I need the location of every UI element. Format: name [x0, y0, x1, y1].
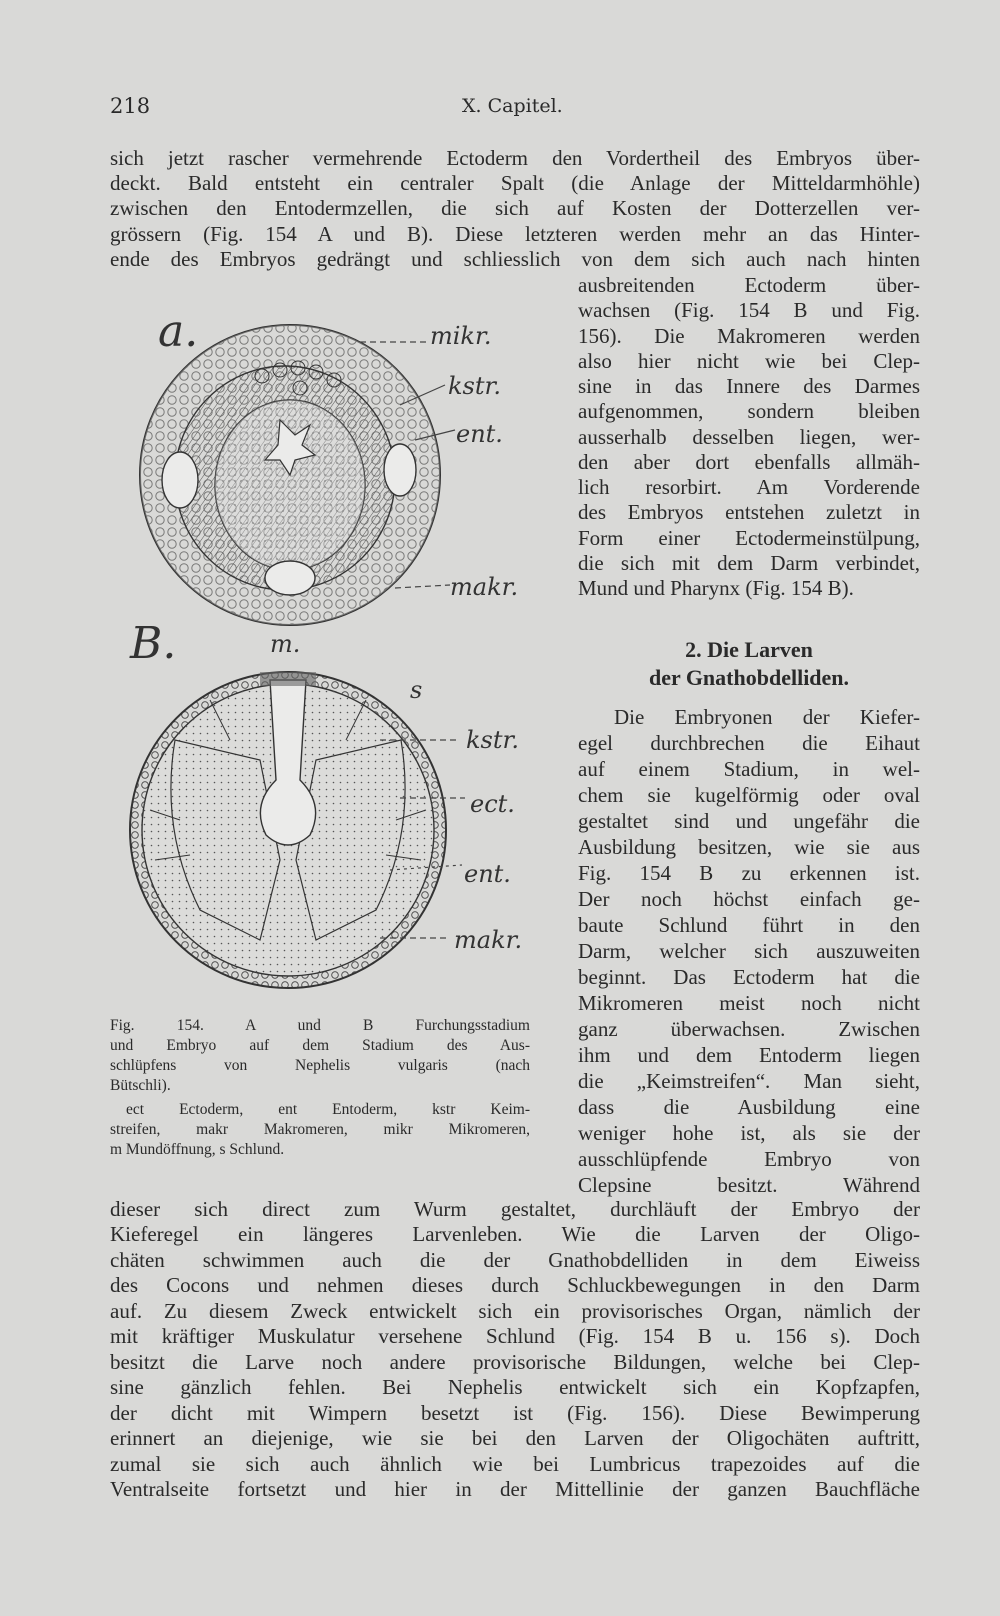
text-line: 156). Die Makromeren werden [578, 324, 920, 348]
annotation-ent-b: ent. [464, 860, 511, 888]
annotation-makr: makr. [450, 573, 519, 601]
text-line: Fig. 154 B zu erkennen ist. [578, 861, 920, 885]
annotation-m: m. [270, 630, 301, 658]
figure-label-a: a. [158, 306, 199, 357]
figure-caption: Fig. 154. A und B Furchungsstadium [110, 1017, 530, 1034]
annotation-kstr-b: kstr. [466, 726, 519, 754]
figure-b-leader-lines [380, 680, 490, 960]
text-line: chem sie kugelförmig oder oval [578, 783, 920, 807]
annotation-ect: ect. [470, 790, 515, 818]
text-line: besitzt die Larve noch andere provisorische Bildungen, welche bei Clep- [110, 1350, 920, 1374]
annotation-makr-b: makr. [454, 926, 523, 954]
text-line: gestaltet sind und ungefähr die [578, 809, 920, 833]
figure-caption: und Embryo auf dem Stadium des Aus- [110, 1037, 530, 1054]
text-line: mit kräftiger Muskulatur versehene Schlund (Fig. 154 B u. 156 s). Doch [110, 1324, 920, 1348]
text-line: zumal sie sich auch ähnlich wie bei Lumbricus trapezoides auf die [110, 1452, 920, 1476]
text-line: grössern (Fig. 154 A und B). Diese letzteren werden mehr an das Hinter- [110, 222, 920, 246]
text-line: sine in das Innere des Darmes [578, 374, 920, 398]
figure-caption: streifen, makr Makromeren, mikr Mikromeren, [110, 1121, 530, 1138]
text-line: Mikromeren meist noch nicht [578, 991, 920, 1015]
text-line: erinnert an diejenige, wie sie bei den Larven der Oligochäten auftritt, [110, 1426, 920, 1450]
text-line: Clepsine besitzt. Während [578, 1173, 920, 1197]
text-line: den aber dort ebenfalls allmäh- [578, 450, 920, 474]
annotation-s: s [410, 676, 423, 704]
text-line: wachsen (Fig. 154 B und Fig. [578, 298, 920, 322]
figure-caption: m Mundöffnung, s Schlund. [110, 1141, 285, 1158]
page-number: 218 [110, 94, 151, 118]
text-line: ausschlüpfende Embryo von [578, 1147, 920, 1171]
text-line: Die Embryonen der Kiefer- [614, 705, 920, 729]
text-line: Mund und Pharynx (Fig. 154 B). [578, 576, 854, 600]
text-line: auf. Zu diesem Zweck entwickelt sich ein provisorisches Organ, nämlich der [110, 1299, 920, 1323]
text-line: dass die Ausbildung eine [578, 1095, 920, 1119]
text-line: lich resorbirt. Am Vorderende [578, 475, 920, 499]
section-title: der Gnathobdelliden. [648, 665, 850, 690]
text-line: der dicht mit Wimpern besetzt ist (Fig. 156). Diese Bewimperung [110, 1401, 920, 1425]
text-line: Kieferegel ein längeres Larvenleben. Wie die Larven der Oligo- [110, 1222, 920, 1246]
text-line: Ventralseite fortsetzt und hier in der Mittellinie der ganzen Bauchfläche [110, 1477, 920, 1501]
text-line: des Cocons und nehmen dieses durch Schluckbewegungen in den Darm [110, 1273, 920, 1297]
section-title: 2. Die Larven [685, 637, 813, 662]
text-line: ausbreitenden Ectoderm über- [578, 273, 920, 297]
text-line: zwischen den Entodermzellen, die sich auf Kosten der Dotterzellen ver- [110, 196, 920, 220]
text-line: ganz überwachsen. Zwischen [578, 1017, 920, 1041]
running-header: X. Capitel. [462, 95, 563, 117]
text-line: egel durchbrechen die Eihaut [578, 731, 920, 755]
text-line: sine gänzlich fehlen. Bei Nephelis entwickelt sich ein Kopfzapfen, [110, 1375, 920, 1399]
text-line: also hier nicht wie bei Clep- [578, 349, 920, 373]
text-line: dieser sich direct zum Wurm gestaltet, durchläuft der Embryo der [110, 1197, 920, 1221]
figure-label-b: B. [130, 618, 177, 669]
text-line: baute Schlund führt in den [578, 913, 920, 937]
text-line: Darm, welcher sich auszuweiten [578, 939, 920, 963]
text-line: beginnt. Das Ectoderm hat die [578, 965, 920, 989]
text-line: Form einer Ectodermeinstülpung, [578, 526, 920, 550]
text-line: ende des Embryos gedrängt und schliesslich von dem sich auch nach hinten [110, 247, 920, 271]
annotation-ent: ent. [456, 420, 503, 448]
text-line: des Embryos entstehen zuletzt in [578, 500, 920, 524]
figure-caption: schlüpfens von Nephelis vulgaris (nach [110, 1057, 530, 1074]
text-line: chäten schwimmen auch die der Gnathobdelliden in dem Eiweiss [110, 1248, 920, 1272]
figure-caption: ect Ectoderm, ent Entoderm, kstr Keim- [126, 1101, 530, 1118]
text-line: sich jetzt rascher vermehrende Ectoderm den Vordertheil des Embryos über- [110, 146, 920, 170]
text-line: Ausbildung besitzen, wie sie aus [578, 835, 920, 859]
figure-caption: Bütschli). [110, 1077, 171, 1094]
text-line: auf einem Stadium, in wel- [578, 757, 920, 781]
annotation-mikr: mikr. [430, 322, 492, 350]
text-line: aufgenommen, sondern bleiben [578, 399, 920, 423]
text-line: die „Keimstreifen“. Man sieht, [578, 1069, 920, 1093]
annotation-kstr: kstr. [448, 372, 501, 400]
text-line: ausserhalb desselben liegen, wer- [578, 425, 920, 449]
figure-a-leader-lines [360, 330, 490, 610]
text-line: ihm und dem Entoderm liegen [578, 1043, 920, 1067]
text-line: Der noch höchst einfach ge- [578, 887, 920, 911]
text-line: weniger hohe ist, als sie der [578, 1121, 920, 1145]
text-line: die sich mit dem Darm verbindet, [578, 551, 920, 575]
text-line: deckt. Bald entsteht ein centraler Spalt (die Anlage der Mitteldarmhöhle) [110, 171, 920, 195]
